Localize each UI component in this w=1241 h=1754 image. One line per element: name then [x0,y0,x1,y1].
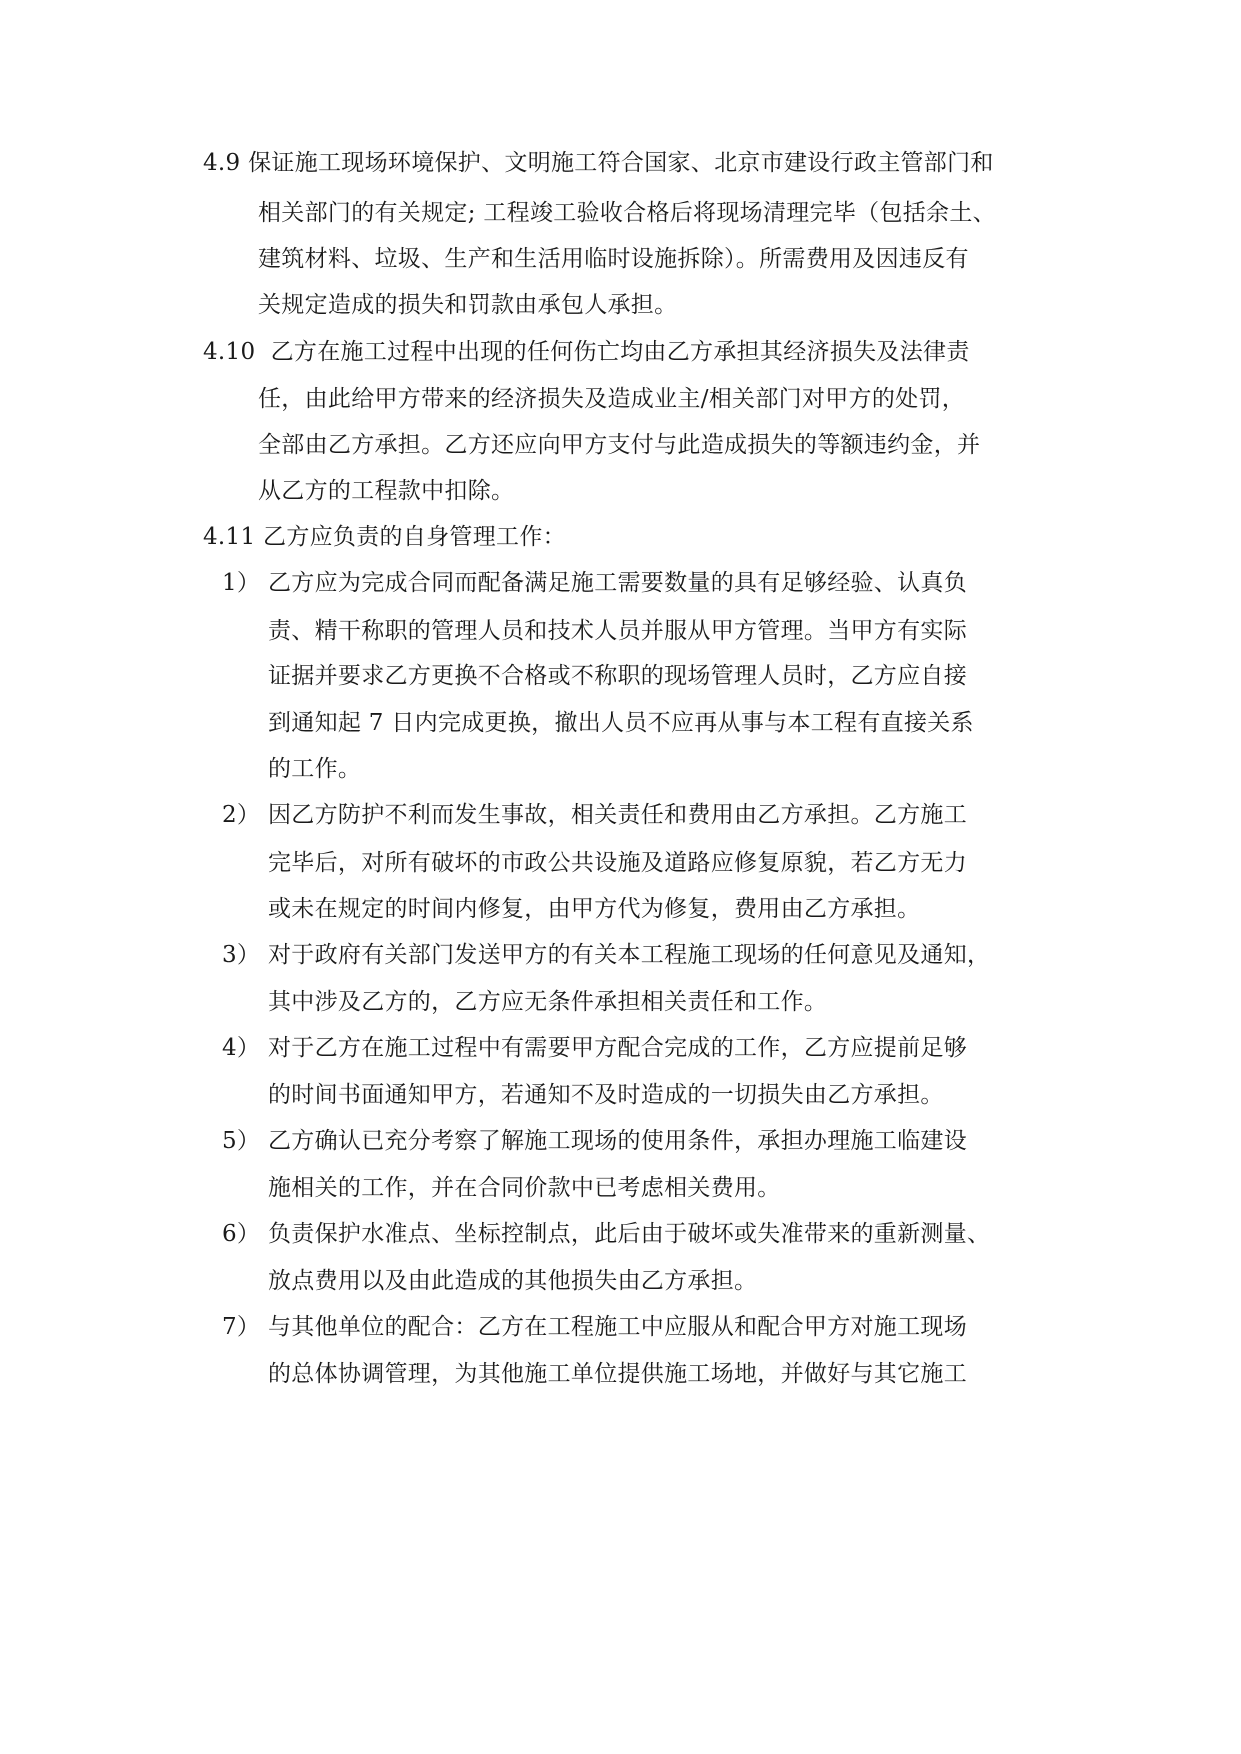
item-1-line-4: 到通知起 7 日内完成更换，撤出人员不应再从事与本工程有直接关系 [268,710,974,736]
clause-4-10-line-3: 全部由乙方承担。乙方还应向甲方支付与此造成损失的等额违约金，并 [258,432,981,458]
item-7-number: 7） [222,1314,261,1340]
clause-text: 乙方在施工过程中出现的任何伤亡均由乙方承担其经济损失及法律责 [270,339,970,365]
item-1-line-1: 乙方应为完成合同而配备满足施工需要数量的具有足够经验、认真负 [268,570,967,596]
item-4-line-2: 的时间书面通知甲方，若通知不及时造成的一切损失由乙方承担。 [268,1082,944,1108]
item-1-line-3: 证据并要求乙方更换不合格或不称职的现场管理人员时，乙方应自接 [268,663,967,689]
item-1-line-2: 责、精干称职的管理人员和技术人员并服从甲方管理。当甲方有实际 [268,618,967,644]
clause-4-10-line-2: 任，由此给甲方带来的经济损失及造成业主/相关部门对甲方的处罚， [258,386,966,412]
item-1-number: 1） [222,570,261,596]
item-5-number: 5） [222,1128,261,1154]
item-6-line-1: 负责保护水准点、坐标控制点，此后由于破坏或失准带来的重新测量、 [268,1221,991,1247]
item-6-number: 6） [222,1221,261,1247]
item-7-line-2: 的总体协调管理，为其他施工单位提供施工场地，并做好与其它施工 [268,1361,967,1387]
clause-4-10-line-4: 从乙方的工程款中扣除。 [258,478,515,504]
item-3-line-2: 其中涉及乙方的，乙方应无条件承担相关责任和工作。 [268,989,828,1015]
clause-4-9-line-4: 关规定造成的损失和罚款由承包人承担。 [258,292,678,318]
clause-number: 4.9 [203,150,241,176]
item-1-line-5: 的工作。 [268,756,362,782]
item-4-number: 4） [222,1035,261,1061]
clause-number: 4.10 [203,339,256,365]
item-5-line-1: 乙方确认已充分考察了解施工现场的使用条件，承担办理施工临建设 [268,1128,967,1154]
item-3-number: 3） [222,942,261,968]
item-3-line-1: 对于政府有关部门发送甲方的有关本工程施工现场的任何意见及通知， [268,942,991,968]
clause-4-10-line-1 [203,337,970,367]
clause-4-9-line-2: 相关部门的有关规定; 工程竣工验收合格后将现场清理完毕（包括余土、 [258,200,996,226]
item-6-line-2: 放点费用以及由此造成的其他损失由乙方承担。 [268,1268,758,1294]
clause-4-9-line-1 [203,148,994,178]
item-5-line-2: 施相关的工作，并在合同价款中已考虑相关费用。 [268,1175,781,1201]
item-2-line-1: 因乙方防护不利而发生事故，相关责任和费用由乙方承担。乙方施工 [268,802,967,828]
clause-4-11-heading: 4.11 乙方应负责的自身管理工作： [203,524,566,550]
clause-4-9-line-3: 建筑材料、垃圾、生产和生活用临时设施拆除）。所需费用及因违反有 [258,246,969,272]
item-2-number: 2） [222,802,261,828]
item-2-line-3: 或未在规定的时间内修复，由甲方代为修复，费用由乙方承担。 [268,896,921,922]
item-7-line-1: 与其他单位的配合：乙方在工程施工中应服从和配合甲方对施工现场 [268,1314,967,1340]
clause-text: 保证施工现场环境保护、文明施工符合国家、北京市建设行政主管部门和 [248,150,994,176]
item-4-line-1: 对于乙方在施工过程中有需要甲方配合完成的工作，乙方应提前足够 [268,1035,967,1061]
item-2-line-2: 完毕后，对所有破坏的市政公共设施及道路应修复原貌，若乙方无力 [268,850,967,876]
